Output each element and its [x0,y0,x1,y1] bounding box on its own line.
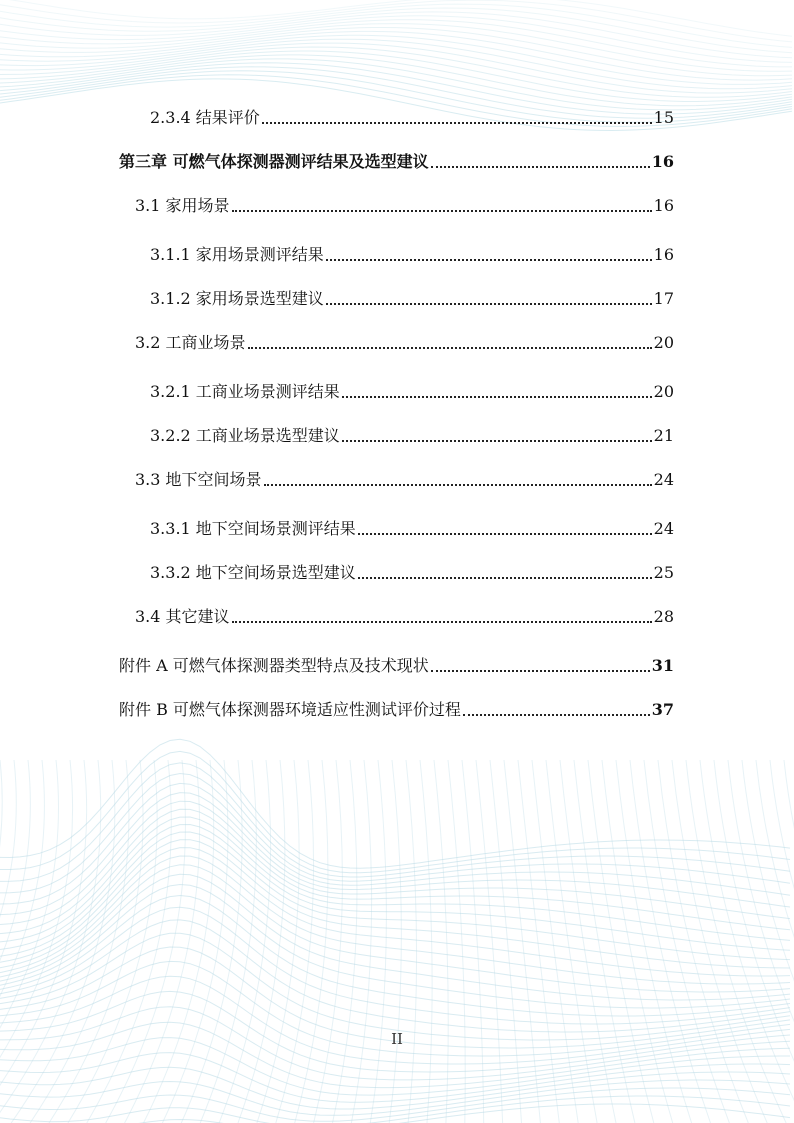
dot-leader [358,533,652,535]
toc-entry[interactable] [150,108,674,128]
toc-entry-page: 21 [653,426,674,445]
toc-entry[interactable] [135,333,674,353]
dot-leader [248,347,652,349]
toc-entry[interactable] [150,245,674,265]
toc-entry-page: 31 [651,656,674,675]
page-number: II [391,1030,403,1048]
toc-entry-page: 24 [653,470,674,489]
toc-entry-page: 20 [653,382,674,401]
toc-entry-page: 15 [653,108,674,127]
toc-entry[interactable] [135,607,674,627]
toc-entry-title: 2.3.4 结果评价 [150,108,260,127]
toc-entry[interactable] [119,700,674,720]
toc-entry-title: 3.2 工商业场景 [135,333,246,352]
toc-entry-title: 附件 B 可燃气体探测器环境适应性测试评价过程 [119,700,461,719]
toc-entry-title: 3.3.2 地下空间场景选型建议 [150,563,356,582]
dot-leader [232,210,652,212]
toc-entry-title: 3.1.2 家用场景选型建议 [150,289,324,308]
toc-entry-page: 25 [653,563,674,582]
toc-entry[interactable] [119,152,674,172]
dot-leader [326,303,652,305]
toc-entry[interactable] [135,470,674,490]
toc-entry-title: 3.3.1 地下空间场景测评结果 [150,519,356,538]
toc-entry-title: 附件 A 可燃气体探测器类型特点及技术现状 [119,656,429,675]
dot-leader [232,621,652,623]
toc-entry[interactable] [150,519,674,539]
dot-leader [431,166,650,168]
dot-leader [326,259,652,261]
dot-leader [463,714,650,716]
toc-entry[interactable] [119,656,674,676]
dot-leader [264,484,652,486]
toc-entry-title: 3.2.2 工商业场景选型建议 [150,426,340,445]
toc-entry-page: 37 [651,700,674,719]
dot-leader [358,577,652,579]
toc-entry-page: 28 [653,607,674,626]
toc-entry-title: 第三章 可燃气体探测器测评结果及选型建议 [119,152,429,171]
toc-entry-title: 3.1 家用场景 [135,196,230,215]
toc-entry-title: 3.4 其它建议 [135,607,230,626]
toc-entry[interactable] [135,196,674,216]
toc-entry-page: 16 [651,152,674,171]
toc-entry-title: 3.2.1 工商业场景测评结果 [150,382,340,401]
toc-entry-page: 16 [653,245,674,264]
toc-entry[interactable] [150,426,674,446]
dot-leader [342,396,652,398]
toc-entry-page: 24 [653,519,674,538]
toc-entry-page: 17 [653,289,674,308]
dot-leader [262,122,652,124]
toc-entry-title: 3.3 地下空间场景 [135,470,262,489]
dot-leader [431,670,650,672]
toc-entry-page: 20 [653,333,674,352]
toc-entry-page: 16 [653,196,674,215]
toc-entry[interactable] [150,563,674,583]
toc-entry[interactable] [150,289,674,309]
toc-entry-title: 3.1.1 家用场景测评结果 [150,245,324,264]
dot-leader [342,440,652,442]
toc-entry[interactable] [150,382,674,402]
